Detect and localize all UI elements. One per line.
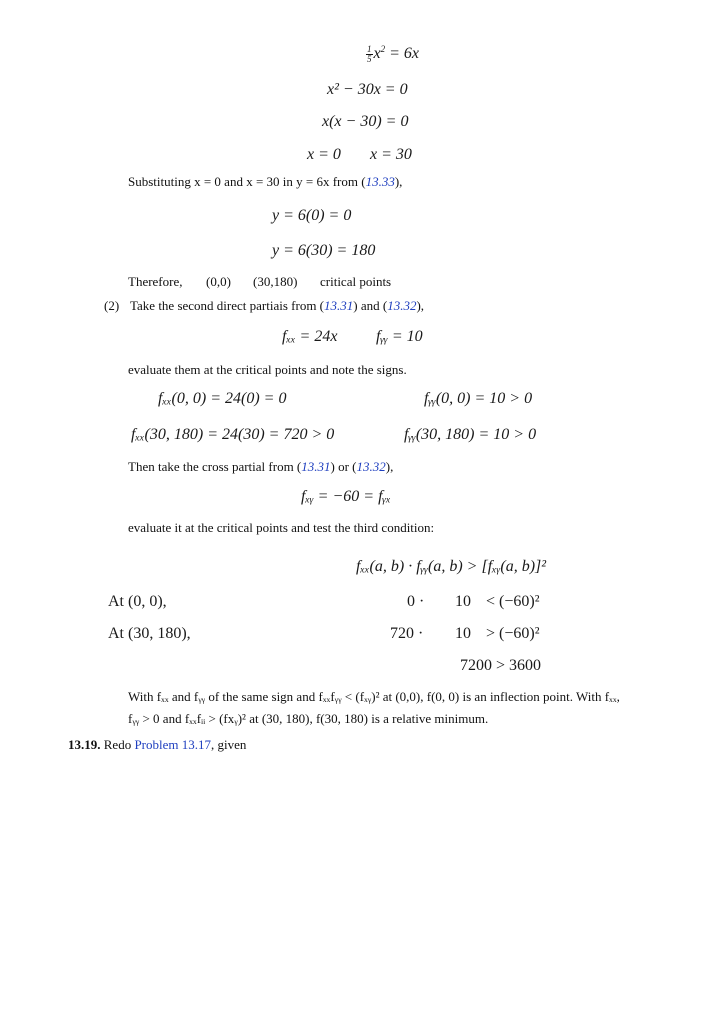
- problem-number: 13.19.: [68, 737, 101, 752]
- problem-13-17-link[interactable]: Problem 13.17: [134, 737, 212, 752]
- step-2-prefix: Take the second direct partiais from (: [130, 298, 325, 313]
- step-2-text: [130, 298, 424, 314]
- critical-points-label: critical points: [320, 274, 392, 289]
- third-condition-inequality: fₓₓ(a, b) · fᵧᵧ(a, b) > [fₓᵧ(a, b)]²: [356, 558, 547, 575]
- equation-fxx: fₓₓ = 24x: [282, 328, 338, 345]
- ref-13-32-cross-link[interactable]: 13.32: [356, 459, 386, 474]
- equation-y-at-thirty: y = 6(30) = 180: [272, 242, 376, 259]
- cross-partial-suffix: ),: [385, 459, 394, 474]
- equation-rhs: = 6x: [389, 45, 420, 62]
- evaluate-third-condition-text: evaluate it at the critical points and test the third condition:: [128, 520, 435, 535]
- ref-13-31-cross-link[interactable]: 13.31: [301, 459, 331, 474]
- equation-factored: x(x − 30) = 0: [322, 113, 409, 130]
- conclusion-line-1: With fₓₓ and fᵧᵧ of the same sign and fₓₓfᵧᵧ < (fₓᵧ)² at (0,0), f(0, 0) is an inflection point. With fₓₓ,: [128, 689, 620, 704]
- equation-quadratic: x² − 30x = 0: [327, 81, 408, 98]
- critical-point-2: (30,180): [253, 274, 298, 289]
- equation-fifth-x-squared: $\frac{1}{5}$ $x^2 = 6x$: [367, 43, 420, 64]
- at-30-180-fyy: 10: [455, 625, 471, 642]
- evaluate-signs-text: evaluate them at the critical points and note the signs.: [128, 362, 407, 377]
- at-origin-fyy: 10: [455, 593, 471, 610]
- equation-fxx-at-origin: fₓₓ(0, 0) = 24(0) = 0: [158, 390, 287, 407]
- problem-given-text: , given: [211, 737, 247, 752]
- substituting-suffix: ),: [394, 174, 403, 189]
- problem-redo-text: Redo: [103, 737, 132, 752]
- at-origin-label: At (0, 0),: [108, 593, 167, 610]
- equation-fyy-at-origin: fᵧᵧ(0, 0) = 10 > 0: [424, 390, 533, 407]
- cross-partial-text: [128, 459, 393, 475]
- equation-root-zero: x = 0: [307, 146, 341, 163]
- ref-13-32-link[interactable]: 13.32: [387, 298, 417, 313]
- step-2-number: (2): [104, 298, 120, 313]
- product-comparison: 7200 > 3600: [460, 657, 542, 674]
- fraction-denominator: 5: [367, 53, 372, 64]
- equation-root-thirty: x = 30: [370, 146, 412, 163]
- at-30-180-fxx: 720 ·: [390, 625, 424, 642]
- equation-y-at-zero: y = 6(0) = 0: [272, 207, 352, 224]
- at-30-180-fxy-squared: > (−60)²: [486, 625, 540, 642]
- conclusion-line-2: fᵧᵧ > 0 and fₓₓfᵢᵢ > (fxᵧ)² at (30, 180), f(30, 180) is a relative minimum.: [128, 711, 489, 726]
- cross-partial-middle: ) or (: [330, 459, 357, 474]
- problem-13-19: [68, 737, 246, 753]
- ref-13-31-link[interactable]: 13.31: [324, 298, 354, 313]
- at-30-180-label: At (30, 180),: [108, 625, 191, 642]
- equation-fyy: fᵧᵧ = 10: [376, 328, 423, 345]
- equation-fyy-at-30-180: fᵧᵧ(30, 180) = 10 > 0: [404, 426, 537, 443]
- fraction-one-fifth: [366, 45, 373, 64]
- equation-fxy: fₓᵧ = −60 = fᵧₓ: [301, 488, 391, 505]
- equation-fxx-at-30-180: fₓₓ(30, 180) = 24(30) = 720 > 0: [131, 426, 335, 443]
- cross-partial-prefix: Then take the cross partial from (: [128, 459, 302, 474]
- ref-13-33-link[interactable]: 13.33: [365, 174, 395, 189]
- fraction-numerator: 1: [367, 43, 372, 54]
- substituting-text: [128, 174, 402, 190]
- substituting-prefix: Substituting x = 0 and x = 30 in y = 6x from (: [128, 174, 366, 189]
- critical-point-1: (0,0): [206, 274, 231, 289]
- step-2-suffix: ),: [416, 298, 425, 313]
- at-origin-fxy-squared: < (−60)²: [486, 593, 540, 610]
- at-origin-fxx: 0 ·: [407, 593, 425, 610]
- therefore-text: Therefore,: [128, 274, 183, 289]
- step-2-middle: ) and (: [353, 298, 388, 313]
